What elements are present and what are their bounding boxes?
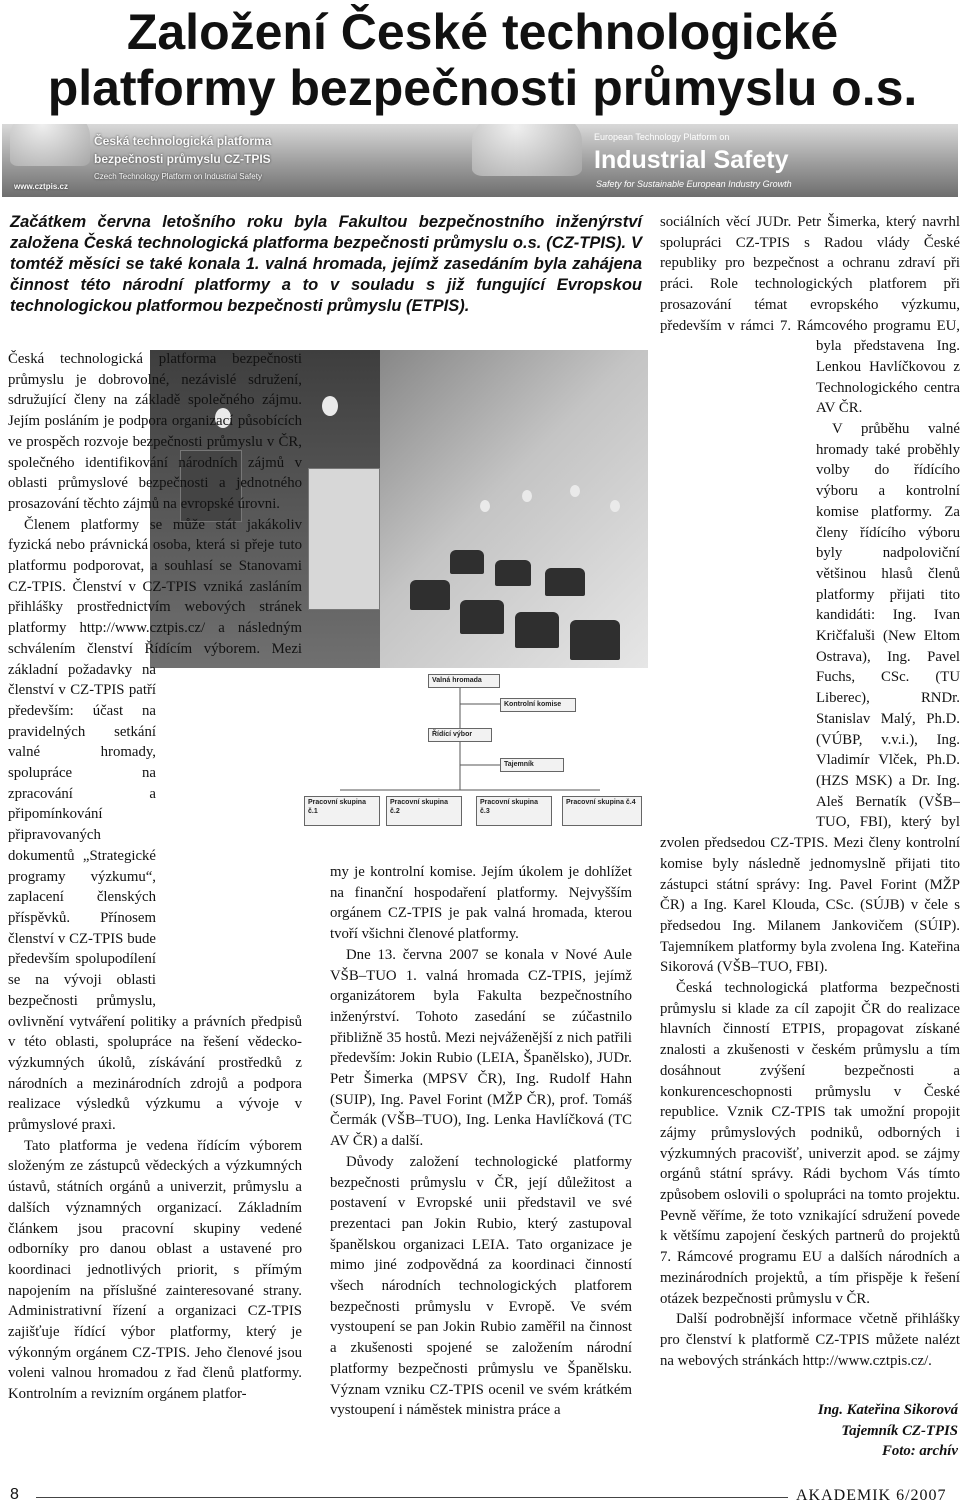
- photo-credit: Foto: archív: [881, 1443, 958, 1460]
- author-name: Ing. Kateřina Sikorová: [817, 1402, 958, 1418]
- signature-block: [760, 1400, 958, 1462]
- magazine-issue: AKADEMIK 6/2007: [796, 1487, 947, 1504]
- banner-right-line1: European Technology Platform on: [594, 132, 730, 142]
- paragraph: Dne 13. června 2007 se konala v Nové Aule VŠB–TUO 1. valná hromada CZ-TPIS, jejímž organizátorem byla Fakulta bezpečnostního inženýrství. Tohoto zasedání se zúčastnilo přibližně 35 hostů. Mezi nejváženější z nich patřili především: Jokin Rubio (LEIA, Španělsko), JUDr. Petr Šimerka (MPSV ČR), Ing. Rudolf Hahn (SUIP), Ing. Pavel Forint (MŽP ČR), prof. Tomáš Čermák (VŠB–TUO), Ing. Lenka Havlíčková (TC AV ČR) a další.: [330, 946, 632, 1150]
- paragraph: Důvody založení technologické platformy bezpečnosti průmyslu v ČR, její důležitost a postavení v Evropské unii představil ve své prezentaci pan Jokin Rubio, který zastupoval španělskou organizaci LEIA. Tato organizace je mimo jiné zodpovědná za koordinaci činností všech národních technologických platforem bezpečnosti průmyslu v Evropě. Ve svém vystoupení se pan Jokin Rubio zaměřil na činnost a zkušenosti spojené se založením národní platformy bezpečnosti průmyslu ve Španělsku. Význam vzniku CZ-TPIS ocenil ve svém krátkém vystoupení i náměstek ministra práce a: [330, 1153, 632, 1419]
- org-steering-committee: Řídící výbor: [428, 728, 492, 742]
- author-role: Tajemník CZ-TPIS: [841, 1422, 958, 1439]
- org-working-group-1: Pracovní skupina č.1: [304, 796, 380, 826]
- banner-left-url: www.cztpis.cz: [14, 182, 68, 191]
- org-secretary: Tajemník: [500, 758, 564, 772]
- banner-right-line3: Safety for Sustainable European Industry Growth: [596, 179, 792, 189]
- footer-rule: [36, 1497, 788, 1498]
- paragraph: V průběhu valné hromady také proběhly volby do řídícího výboru a kontrolní komise platformy. Za členy řídícího výboru byly nadpoloviční většinou hlasů členů platformy přijati tito kandidáti: Ing. Ivan Kričfaluši (New Eltom Ostrava), Ing. Pavel Fuchs, CSc. (TU Liberec), RNDr. Stanislav Malý, Ph.D. (VÚBP, v.v.i.), Ing. Vladimír Vlček, Ph.D. (HZS MSK) a Dr. Ing. Aleš Bernatík (VŠB–TUO, FBI), který byl zvolen předsedou CZ-TPIS. Mezi členy kontrolní komise byly následně jednomyslně přijati tito zástupci státní správy: Ing. Pavel Forint (MŽP ČR) a Ing. Karel Klouda, CSc. (SÚJB) v čele s předsedou Ing. Milanem Jankovičem (SÚIP). Tajemníkem platformy byla zvolena Ing. Kateřina Sikorová (VŠB–TUO, FBI).: [660, 421, 960, 976]
- paragraph: Další podrobnější informace včetně přihlášky pro členství k platformě CZ-TPIS můžete nalézt na webových stránkách http://www.cztpis.cz/.: [660, 1311, 960, 1369]
- article-column-3: [660, 212, 960, 1371]
- banner-left-line1: Česká technologická platforma: [94, 134, 272, 148]
- paragraph: Tato platforma je vedena řídícím výborem složeným ze zástupců vědeckých a výzkumných ústavů, státních orgánů a univerzit, průmyslu a dalších významných organizací. Základním článkem jsou pracovní skupiny vedené odborníky pro danou oblast a ustavené pro koordinaci jednotlivých priorit, s přímým napojením na příslušné zainteresované strany. Administrativní řízení a organizaci CZ-TPIS zajišťuje řídící výbor platformy, který je výkonným orgánem CZ-TPIS. Jeho členové jsou voleni valnou hromadou z řad členů platformy. Kontrolním a revizním orgánem platfor-: [8, 1137, 302, 1403]
- paragraph: Česká technologická platforma bezpečnosti průmyslu je dobrovolné, nezávislé sdružení, sdružující členy na základě společného zájmu. Jejím posláním je podpora organizací působících ve prospěch rozvoje bezpečnosti průmyslu v ČR, společného identifikování národních zájmů v oblasti průmyslové bezpečnosti a jednotného prosazování těchto zájmů na evropské úrovni.: [8, 351, 302, 512]
- paragraph: my je kontrolní komise. Jejím úkolem je dohlížet na finanční hospodaření platformy. Nejvyšším orgánem CZ-TPIS je pak valná hromada, kterou tvoří všichni členové platformy.: [330, 864, 632, 943]
- page-number: 8: [10, 1486, 19, 1503]
- article-column-2: [330, 862, 632, 1421]
- org-working-group-4: Pracovní skupina č.4: [562, 796, 642, 826]
- banner-left-line3: Czech Technology Platform on Industrial Safety: [94, 172, 262, 181]
- paragraph: Česká technologická platforma bezpečnosti průmyslu si klade za cíl zapojit ČR do realizace hlavních činností ETPIS, propagovat získané znalosti a zkušenosti v českém průmyslu a tím dosáhnout zvýšení bezpečnosti a konkurenceschopnosti průmyslu v České republice. Vznik CZ-TPIS tak umožní propojit zájmy průmyslových podniků, odborných i výzkumných pracovišť, univerzit apod. se zájmy orgánů státní správy. Rádi bychom Vás tímto způsobem oslovili o spolupráci na tomto projektu. Pevně věříme, že toto vznikající sdružení povede k většímu zapojení českých partnerů do projektů 7. Rámcové programu EU a dalších národních a mezinárodních projektů, a tím přispěje k řešení otázek bezpečnosti průmyslu v ČR.: [660, 980, 960, 1307]
- helmet-image: [10, 124, 90, 166]
- platform-banner: [2, 124, 958, 197]
- article-column-1: [8, 349, 302, 1405]
- paragraph: Členem platformy se může stát jakákoliv fyzická nebo právnická osoba, která si přeje tuto platformu podporovat, a souhlasí se Stanovami CZ-TPIS. Členství v CZ-TPIS vzniká zasláním přihlášky prostřednictvím webových stránek platformy http://www.cztpis.cz/ a následným schválením členství Řídícím výborem. Mezi základní požadavky na členství v CZ-TPIS patří především: účast na pravidelných setkání valné hromady, spolupráce na zpracování a připomínkování připravovaných dokumentů „Strategické programy výzkumu“, zaplacení členských příspěvků. Přínosem členství v CZ-TPIS bude především spolupodílení se na vývoji oblasti bezpečnosti průmyslu, ovlivnění vytváření politiky a právních předpisů v této oblasti, spolupráce na řešení vědecko-výzkumných úkolů, získávání prostředků z národních a mezinárodních zdrojů a podpora realizace výsledků výzkumu a vývoje v průmyslové praxi.: [8, 516, 302, 1134]
- page-title: Založení České technologické platformy bezpečnosti průmyslu o.s.: [47, 4, 918, 116]
- organization-chart: [300, 670, 648, 840]
- paragraph: sociálních věcí JUDr. Petr Šimerka, který navrhl spolupráci CZ-TPIS s Radou vlády České republiky pro bezpečnost a ochranu zdraví při práci. Role technologických platforem při prosazování témat evropského výzkumu, především v rámci 7. Rámcového programu EU, byla představena Ing. Lenkou Havlíčkovou z Technologického centra AV ČR.: [660, 214, 960, 417]
- helmet-image: [472, 124, 582, 176]
- lead-paragraph: Začátkem června letošního roku byla Fakultou bezpečnostního inženýrství založena Česká technologická platforma bezpečnosti průmyslu o.s. (CZ-TPIS). V tomtéž měsíci se také konala 1. valná hromada, jejímž zasedáním byla zahájena činnost této národní platformy a to v souladu s již fungující Evropskou technologickou platformou bezpečnosti průmyslu (ETPIS).: [10, 213, 642, 315]
- org-working-group-3: Pracovní skupina č.3: [476, 796, 552, 826]
- banner-right-line2: Industrial Safety: [594, 146, 789, 174]
- org-working-group-2: Pracovní skupina č.2: [386, 796, 462, 826]
- org-general-assembly: Valná hromada: [428, 674, 500, 688]
- banner-left-line2: bezpečnosti průmyslu CZ-TPIS: [94, 152, 271, 166]
- org-control-commission: Kontrolní komise: [500, 698, 576, 712]
